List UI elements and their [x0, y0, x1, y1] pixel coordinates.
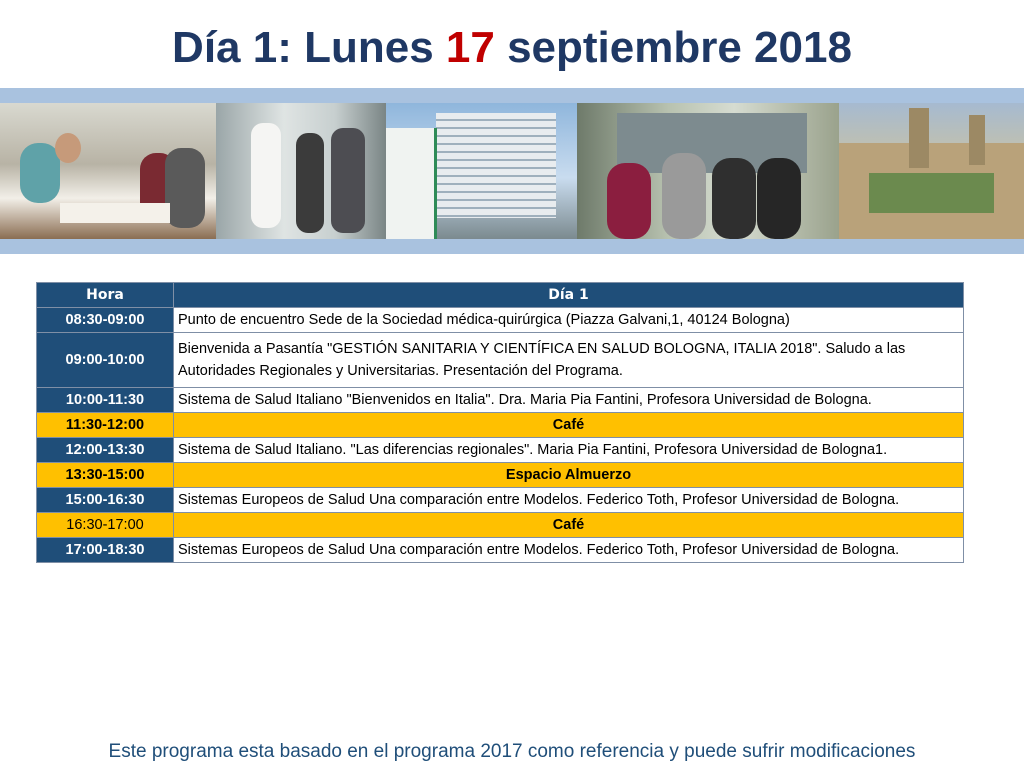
table-row: [37, 438, 964, 463]
row-time: 10:00-11:30: [37, 388, 174, 413]
column-header-day: Día 1: [174, 283, 964, 308]
table-row: [37, 308, 964, 333]
row-time: 17:00-18:30: [37, 538, 174, 563]
row-activity: Sistema de Salud Italiano "Bienvenidos en Italia". Dra. Maria Pia Fantini, Profesora Universidad de Bologna.: [174, 388, 964, 413]
row-time: 09:00-10:00: [37, 333, 174, 388]
row-time: 13:30-15:00: [37, 463, 174, 488]
row-time: 11:30-12:00: [37, 413, 174, 438]
row-activity: Espacio Almuerzo: [174, 463, 964, 488]
table-row: [37, 333, 964, 388]
group-photo: [577, 103, 839, 239]
row-activity: Sistema de Salud Italiano. "Las diferencias regionales". Maria Pia Fantini, Profesora Universidad de Bologna1.: [174, 438, 964, 463]
title-prefix: Día 1: Lunes: [172, 23, 446, 72]
row-time: 15:00-16:30: [37, 488, 174, 513]
row-time: 16:30-17:00: [37, 513, 174, 538]
footer-note: Este programa esta basado en el programa 2017 como referencia y puede sufrir modificaciones: [108, 741, 916, 762]
table-row: [37, 538, 964, 563]
column-header-time: Hora: [37, 283, 174, 308]
row-time: 08:30-09:00: [37, 308, 174, 333]
row-activity: Café: [174, 413, 964, 438]
title-suffix: septiembre 2018: [494, 23, 852, 72]
cafeteria-photo: [0, 103, 216, 239]
row-activity: Sistemas Europeos de Salud Una comparación entre Modelos. Federico Toth, Profesor Universidad de Bologna.: [174, 538, 964, 563]
table-row: [37, 488, 964, 513]
page-title: [0, 22, 1024, 74]
photo-strip: [0, 103, 1024, 239]
title-day-number: 17: [445, 23, 495, 72]
city-photo: [839, 103, 1024, 239]
table-row-break: [37, 513, 964, 538]
row-activity: Café: [174, 513, 964, 538]
row-time: 12:00-13:30: [37, 438, 174, 463]
row-activity: Punto de encuentro Sede de la Sociedad médica-quirúrgica (Piazza Galvani,1, 40124 Bologna): [174, 308, 964, 333]
row-activity: Bienvenida a Pasantía "GESTIÓN SANITARIA Y CIENTÍFICA EN SALUD BOLOGNA, ITALIA 2018". Saludo a las Autoridades Regionales y Universitarias. Presentación del Programa.: [174, 333, 964, 388]
table-header-row: [37, 283, 964, 308]
hallway-photo: [216, 103, 386, 239]
hospital-building-photo: [386, 103, 577, 239]
schedule-table: [36, 282, 964, 563]
table-row-break: [37, 413, 964, 438]
table-row: [37, 388, 964, 413]
table-row-break: [37, 463, 964, 488]
row-activity: Sistemas Europeos de Salud Una comparación entre Modelos. Federico Toth, Profesor Universidad de Bologna.: [174, 488, 964, 513]
